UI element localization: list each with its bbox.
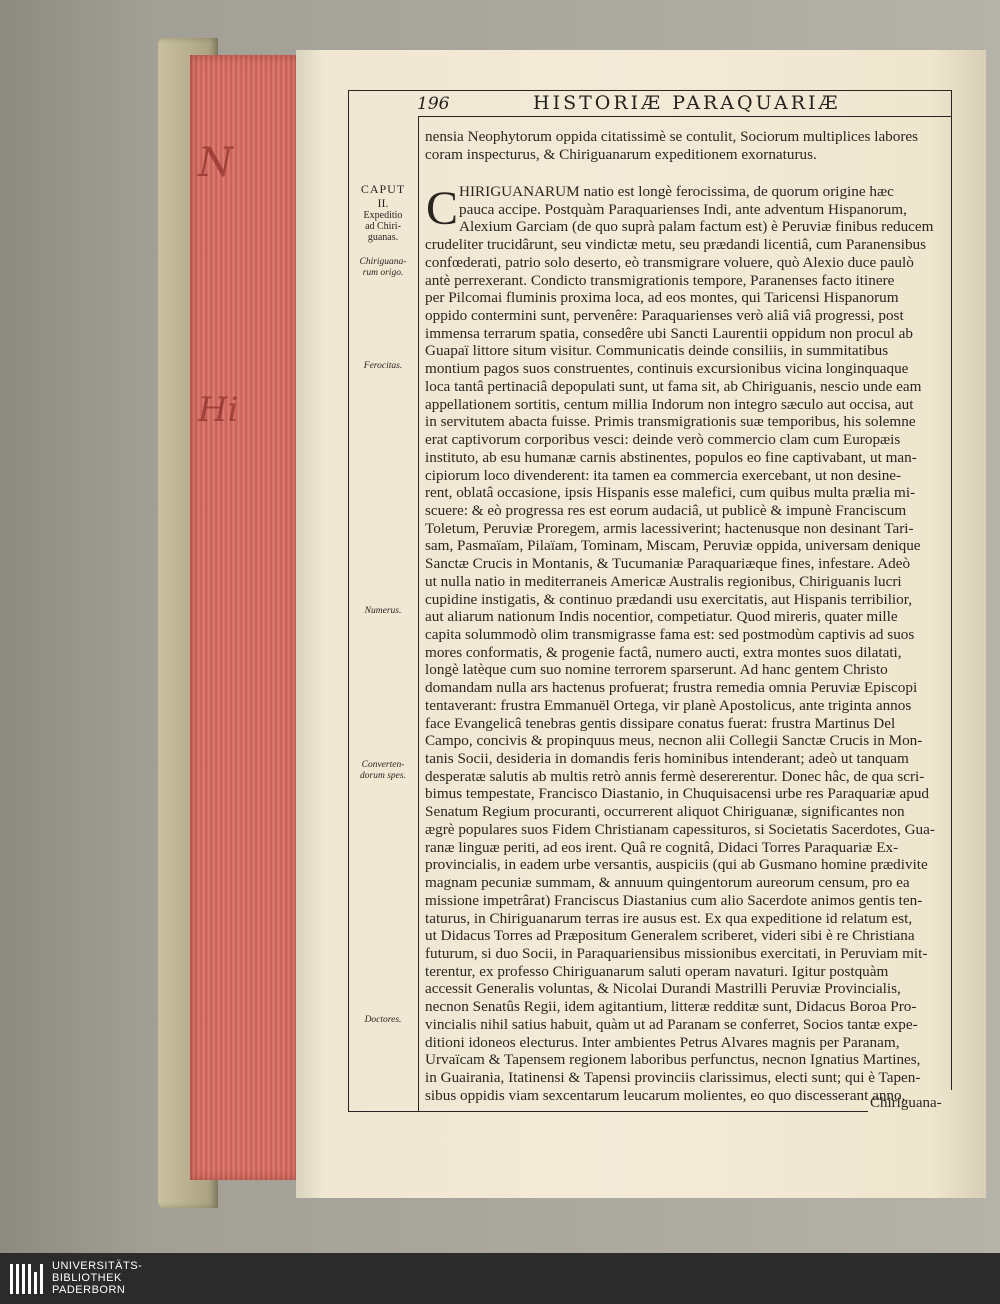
text-line: ægrè populares suos Fidem Christianam capessituros, si Societatis Sacerdotes, Gua- xyxy=(425,820,935,838)
text-line: montium pagos suos construentes, continuis excursionibus vicina longinquaque xyxy=(425,360,909,378)
text-line: terentur, ex professo Chiriguanarum saluti operam navaturi. Igitur postquàm xyxy=(425,962,889,980)
text-line: futurum, si duo Socii, in Paraquariensibus missionibus exercitati, in Peruviam mit- xyxy=(425,944,928,962)
text-line: taturus, in Chiriguanarum terras ire ausus est. Ex qua expeditione id relatum est, xyxy=(425,909,913,927)
text-line: cupidine instigatis, & continuo prædandi usu exercitatis, aut Hispanis terribilior, xyxy=(425,590,912,608)
margin-caput-number: II. xyxy=(377,196,389,210)
text-line: antè perrexerant. Condicto transmigrationis tempore, Paranenses facto itinere xyxy=(425,271,895,289)
frame-left-rule xyxy=(348,90,349,1112)
text-line: crudeliter trucidârunt, seu vindictæ metu, seu prædandi licentiâ, cum Paranensibus xyxy=(425,236,927,254)
text-line: HIRIGUANARUM natio est longè ferocissima, de quorum origine hæc xyxy=(459,183,894,200)
text-line: scuere: & eò progressa res est eorum audaciâ, ut publicè & impunè Franciscum xyxy=(425,501,907,519)
intro-line: coram inspecturus, & Chiriguanarum expeditionem exornaturus. xyxy=(425,146,817,163)
text-line: mores conformatis, & progenie factâ, numero aucti, extra montes suos dilatati, xyxy=(425,643,902,661)
page-edges-red xyxy=(190,55,298,1180)
edge-bleed-mark: N xyxy=(198,140,233,186)
text-line: in servitutem abacta fuisse. Primis transmigrationis suæ temporibus, his solemne xyxy=(425,413,916,431)
margin-convertendorum: Converten- dorum spes. xyxy=(360,760,406,781)
text-line: face Evangelicâ tenebras gentis dissipare conatus fuerat: frustra Martinus Del xyxy=(425,714,896,732)
page-number: 196 xyxy=(417,94,450,114)
frame-right-rule xyxy=(951,90,952,1090)
text-line: oppido contermini sunt, pervenêre: Paraquarienses verò aliâ viâ progressi, post xyxy=(425,307,904,325)
text-line: pauca accipe. Postquàm Paraquarienses Indi, ante adventum Hispanorum, xyxy=(459,200,907,218)
margin-doctores: Doctores. xyxy=(364,1015,402,1025)
text-line: aut aliarum nationum Indis nocentior, competiatur. Quod mireris, quater mille xyxy=(425,608,898,626)
text-line: Sanctæ Crucis in Montanis, & Tucumaniæ Paraquariæque fines, infestare. Adeò xyxy=(425,555,911,573)
text-line: ut Didacus Torres ad Præpositum Generalem scriberet, videri sibi è re Christiana xyxy=(425,927,915,945)
text-line: immensa terrarum spatia, consedêre ubi Sancti Laurentii oppidum non procul ab xyxy=(425,324,913,342)
running-title: HISTORIÆ PARAQUARIÆ xyxy=(533,92,841,114)
intro-line: nensia Neophytorum oppida citatissimè se contulit, Sociorum multiplices labores xyxy=(425,128,919,145)
text-line: sam, Pasmaïam, Pilaïam, Tominam, Miscam, Peruviæ oppida, universam denique xyxy=(425,537,921,555)
text-line: Alexium Garciam (de quo suprà palam factum est) è Peruviæ finibus reducem xyxy=(459,218,934,236)
text-line: magnam pecuniæ summam, & annuum quingentorum aureorum censum, pro ea xyxy=(425,874,910,892)
text-line: Toletum, Peruviæ Proregem, armis lacessiverint; hactenusque non desinant Tari- xyxy=(425,519,914,537)
text-line: vincialis nihil satius habuit, quàm ut ad Paranam se conferret, Socios tantæ expe- xyxy=(425,1015,918,1033)
text-line: capita solummodò olim transmigrasse fama est: sed postmodùm captivis ad suos xyxy=(425,626,915,643)
margin-origo: Chiriguana- rum origo. xyxy=(359,257,407,278)
margin-numerus: Numerus. xyxy=(364,606,402,616)
text-line: rent, oblatâ occasione, ipsis Hispanis esse malefici, cum quibus multa prælia mi- xyxy=(425,484,916,502)
text-line: ut nulla natio in mediterraneis Americæ Australis regionibus, Chiriguanis lucri xyxy=(425,572,902,590)
margin-caput-desc: Expeditio ad Chiri- guanas. xyxy=(363,210,403,243)
text-line: longè latèque cum suo nomine terrorem sparserunt. Ad hanc gentem Christo xyxy=(425,661,888,679)
catchword: Chiriguana- xyxy=(870,1095,942,1111)
text-line: Guapaï littore situm visitur. Communicatis deinde consiliis, in summitatibus xyxy=(425,342,889,360)
text-line: accessit Generalis voluntas, & Nicolai Durandi Mastrilli Peruviæ Provincialis, xyxy=(425,980,901,998)
text-line: provincialis, in eadem urbe versantis, auspiciis (qui ab Gusmano homine prædivite xyxy=(425,856,928,874)
text-line: missione impetrârat) Franciscus Diastanius cum alio Sacerdote animos gentis ten- xyxy=(425,891,923,909)
text-line: erat captivorum corporibus vesci: deinde verò commercio clam cum Europæis xyxy=(425,431,901,449)
text-line: ranæ linguæ periti, ad eos irent. Quâ re cognitâ, Didaci Torres Paraquariæ Ex- xyxy=(425,838,899,856)
text-line: per Pilcomai fluminis proxima loca, ad eos montes, qui Taricensi Hispanorum xyxy=(425,289,899,307)
frame-margin-rule xyxy=(418,116,419,1112)
text-line: Campo, concivis & propinquus meus, necnon alii Collegii Sanctæ Crucis in Mon- xyxy=(425,732,923,750)
text-line: appellationem sortitis, centum millia Indorum non integro sæculo aut occisa, aut xyxy=(425,395,914,413)
library-logo-icon xyxy=(8,1262,44,1296)
text-line: tanis Socii, desideria in domandis feris hominibus intenderant; adeò ut tanquam xyxy=(425,750,909,768)
text-line: loca tantâ pertinaciâ depopulati sunt, ut fama sit, ab Chiriguanis, nescio unde eam xyxy=(425,377,922,395)
text-line: ditioni idoneos electurus. Inter ambientes Petrus Alvares magnis per Paranam, xyxy=(425,1033,900,1051)
text-line: cipiorum loco divenderent: ita tamen ea commercia exercebant, ut non desine- xyxy=(425,466,902,484)
text-line: domandam nulla ars hactenus profuerat; frustra remedia omnia Peruviæ Episcopi xyxy=(425,679,918,697)
text-line: in Guairania, Itatinensi & Tapensi provinciis clarissimus, electi sunt; qui è Tapen- xyxy=(425,1069,921,1086)
text-line: necnon Senatûs Regii, idem agitantium, litteræ redditæ sunt, Didacus Boroa Pro- xyxy=(425,998,917,1016)
margin-ferocitas: Ferocitas. xyxy=(363,361,403,371)
edge-bleed-mark: Hi xyxy=(198,390,239,430)
text-line: desperatæ salutis ab multis retrò annis fermè desererentur. Donec hâc, de qua scri- xyxy=(425,767,925,785)
margin-caput: CAPUT xyxy=(360,182,406,196)
drop-cap: C xyxy=(426,182,459,235)
text-line: instituto, ab esu humanæ carnis abstinentes, populos eo fine captivabant, ut man- xyxy=(425,448,917,466)
text-line: Urvaïcam & Tapensem regionem laboribus perfunctus, necnon Ignatius Martines, xyxy=(425,1051,921,1069)
frame-bottom-rule xyxy=(348,1111,868,1112)
text-line: tentaverant: frustra Emmanuël Ortega, vir planè Apostolicus, ante triginta annos xyxy=(425,696,912,714)
text-line: sibus oppidis viam sexcentarum leucarum molientes, eo quo discesserant anno, xyxy=(425,1086,906,1104)
header-rule xyxy=(348,90,951,91)
text-line: bimus tempestate, Francisco Diastanio, in Chuquisacensi urbe res Paraquariæ apud xyxy=(425,785,930,803)
text-line: Senatum Regium procuranti, occurrerent aliquot Chiriguanæ, significantes non xyxy=(425,803,905,821)
library-name: UNIVERSITÄTS- BIBLIOTHEK PADERBORN xyxy=(52,1260,143,1296)
text-line: confœderati, patrio solo deserto, eò transmigrare voluere, quò Alexio duce paulò xyxy=(425,253,914,271)
library-footer-bar xyxy=(0,1253,1000,1304)
header-underline xyxy=(418,116,951,117)
